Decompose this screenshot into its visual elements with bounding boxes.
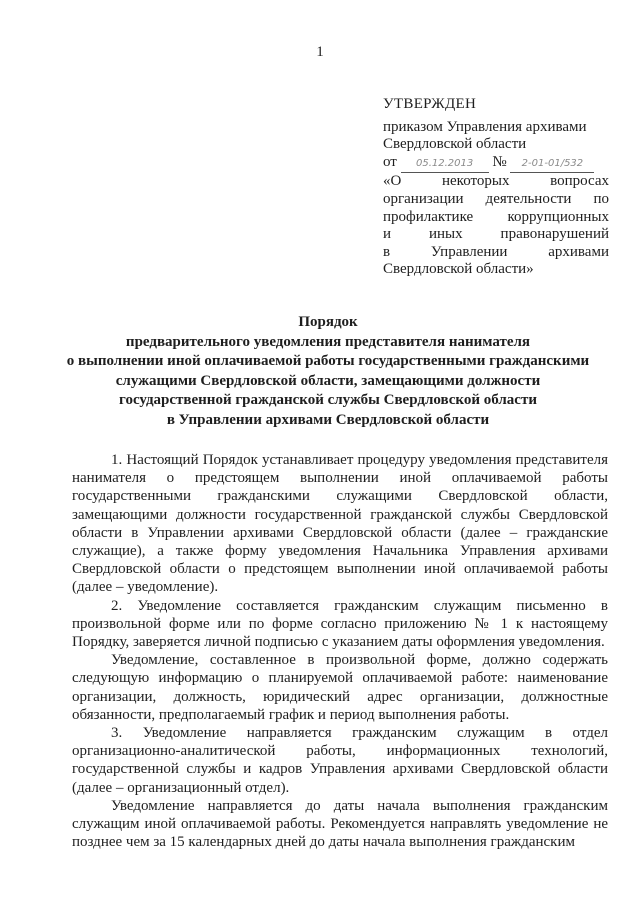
approval-line: Свердловской области (383, 136, 527, 153)
approval-date-line (383, 154, 609, 174)
handwritten-number: 2-01-01/532 (510, 155, 594, 174)
order-title-line: организации деятельности по (383, 190, 609, 207)
title-line: государственной гражданской службы Свердловской области (119, 392, 537, 408)
order-title-line: профилактике коррупционных (383, 208, 609, 225)
number-label: № (492, 153, 507, 170)
approval-heading: УТВЕРЖДЕН (383, 96, 477, 112)
order-title-line: Свердловской области» (383, 261, 534, 278)
page-number: 1 (316, 44, 324, 60)
paragraph: Уведомление, составленное в произвольной форме, должно содержать следующую информацию о планируемой оплачиваемой работе: наименование организации, должность, юридический адрес организации, должностные обязанности, предполагаемый график и период выполнения работы. (72, 652, 608, 723)
from-label: от (383, 153, 397, 170)
order-title-line: в Управлении архивами (383, 243, 609, 260)
title-line: Порядок (298, 314, 358, 330)
document-title (60, 313, 596, 430)
handwritten-date: 05.12.2013 (401, 155, 489, 174)
title-line: в Управлении архивами Свердловской области (166, 411, 490, 428)
approval-line: приказом Управления архивами (383, 118, 587, 135)
paragraph: 1. Настоящий Порядок устанавливает процедуру уведомления представителя нанимателя о предстоящем выполнении иной оплачиваемой работы государственными гражданскими служащими Свердловской области, замещающими должности государственной гражданской службы Свердловской области в Управлении архивами Свердловской области (далее – гражданские служащие), а также форму уведомления Начальника Управления архивами Свердловской области о предстоящем выполнении иной оплачиваемой работы (далее – уведомление). (72, 452, 608, 596)
title-line: о выполнении иной оплачиваемой работы государственными гражданскими (66, 353, 590, 369)
order-title-line: и иных правонарушений (383, 226, 609, 243)
document-body (72, 451, 608, 851)
paragraph: 3. Уведомление направляется гражданским служащим в отдел организационно-аналитической работы, информационных технологий, государственной службы и кадров Управления архивами Свердловской области (далее – организационный отдел). (72, 725, 608, 796)
title-line: служащими Свердловской области, замещающими должности (115, 372, 541, 389)
order-title-line: «О некоторых вопросах (383, 173, 609, 190)
title-line: предварительного уведомления представителя нанимателя (125, 333, 531, 350)
paragraph: 2. Уведомление составляется гражданским служащим письменно в произвольной форме или по форме согласно приложению № 1 к настоящему Порядку, заверяется личной подписью с указанием даты оформления уведомления. (72, 597, 608, 651)
approval-stamp (383, 96, 609, 279)
paragraph: Уведомление направляется до даты начала выполнения гражданским служащим иной оплачиваемой работы. Рекомендуется направлять уведомление не позднее чем за 15 календарных дней до даты начала выполнения гражданским (72, 797, 608, 851)
